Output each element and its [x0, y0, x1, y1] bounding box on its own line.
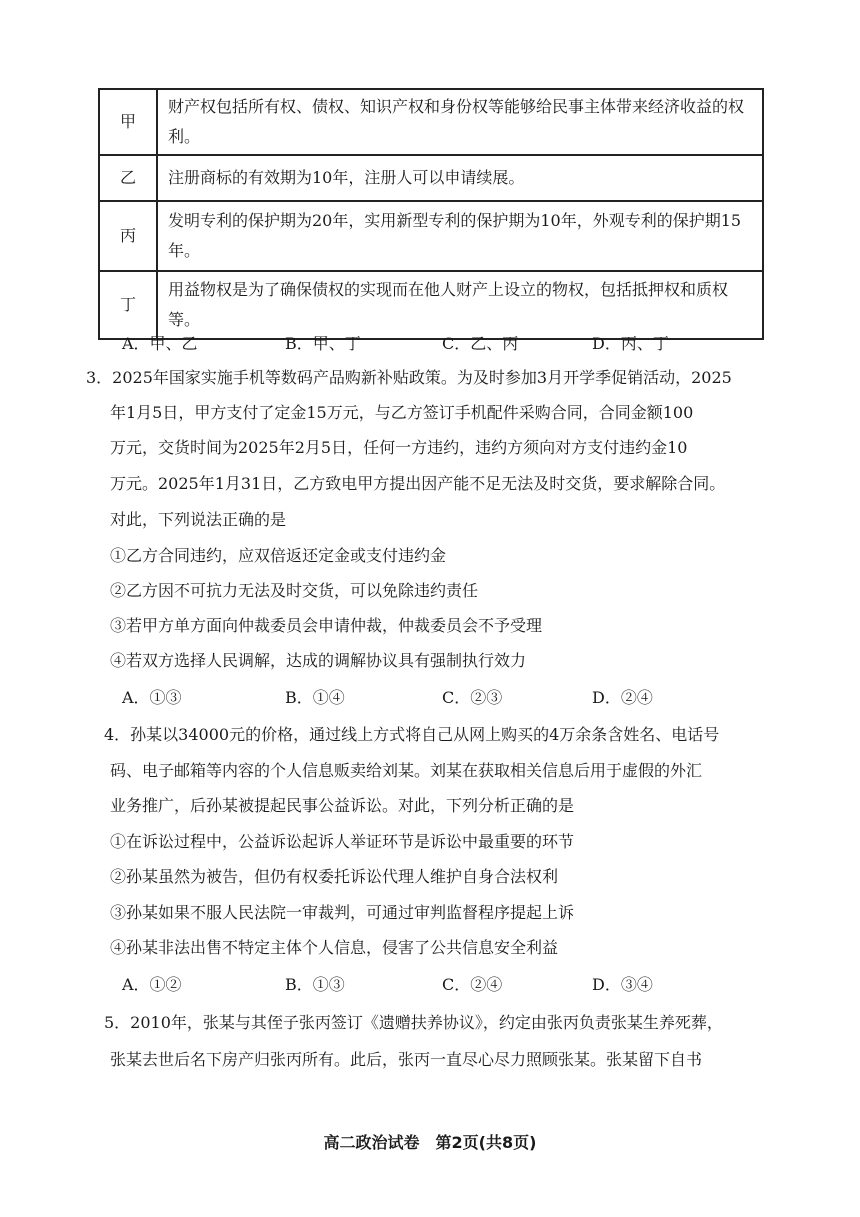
row-label: 乙	[99, 155, 157, 201]
option-d: D．③④	[592, 975, 653, 994]
q5-stem-line: 张某去世后名下房产归张丙所有。此后，张丙一直尽心尽力照顾张某。张某留下自书	[110, 1050, 703, 1069]
q4-item: ④孙某非法出售不特定主体个人信息，侵害了公共信息安全利益	[110, 938, 559, 957]
row-label: 甲	[99, 89, 157, 155]
table-row	[99, 201, 763, 271]
row-text: 用益物权是为了确保债权的实现而在他人财产上设立的物权，包括抵押权和质权等。	[157, 271, 763, 339]
q3-item: ①乙方合同违约，应双倍返还定金或支付违约金	[110, 546, 447, 565]
q4-item: ②孙某虽然为被告，但仍有权委托诉讼代理人维护自身合法权利	[110, 867, 559, 886]
q3-stem-line: 万元，交货时间为2025年2月5日，任何一方违约，违约方须向对方支付违约金10	[110, 438, 688, 457]
page-footer: 高二政治试卷 第2页(共8页)	[323, 1133, 537, 1152]
option-a: A．①②	[122, 975, 182, 994]
table-row	[99, 271, 763, 339]
option-c: C．②③	[442, 688, 503, 707]
q3-item: ④若双方选择人民调解，达成的调解协议具有强制执行效力	[110, 651, 527, 670]
option-c: C．乙、丙	[442, 334, 519, 353]
row-label: 丁	[99, 271, 157, 339]
option-d: D．丙、丁	[592, 334, 669, 353]
option-b: B．甲、丁	[285, 334, 361, 353]
q4-item: ③孙某如果不服人民法院一审裁判，可通过审判监督程序提起上诉	[110, 903, 575, 922]
option-d: D．②④	[592, 688, 653, 707]
table-row	[99, 89, 763, 155]
row-text: 发明专利的保护期为20年，实用新型专利的保护期为10年，外观专利的保护期15年。	[157, 201, 763, 271]
row-text: 财产权包括所有权、债权、知识产权和身份权等能够给民事主体带来经济收益的权利。	[157, 89, 763, 155]
q3-stem-line: 万元。2025年1月31日，乙方致电甲方提出因产能不足无法及时交货，要求解除合同。	[110, 474, 726, 493]
table-row	[99, 155, 763, 201]
q3-stem-line: 对此，下列说法正确的是	[110, 510, 287, 529]
q3-item: ③若甲方单方面向仲裁委员会申请仲裁，仲裁委员会不予受理	[110, 616, 543, 635]
q4-stem-line: 4．孙某以34000元的价格，通过线上方式将自己从网上购买的4万余条含姓名、电话号	[104, 725, 720, 744]
q4-stem-line: 码、电子邮箱等内容的个人信息贩卖给刘某。刘某在获取相关信息后用于虚假的外汇	[110, 761, 703, 780]
option-a: A．甲、乙	[122, 334, 198, 353]
rights-table	[98, 88, 764, 340]
q5-stem-line: 5．2010年，张某与其侄子张丙签订《遗赠扶养协议》，约定由张丙负责张某生养死葬，	[104, 1013, 723, 1032]
row-text: 注册商标的有效期为10年，注册人可以申请续展。	[157, 155, 763, 201]
option-b: B．①③	[285, 975, 345, 994]
q3-stem-line: 年1月5日，甲方支付了定金15万元，与乙方签订手机配件采购合同，合同金额100	[110, 403, 694, 422]
option-a: A．①③	[122, 688, 182, 707]
q3-stem-line: 3．2025年国家实施手机等数码产品购新补贴政策。为及时参加3月开学季促销活动，2025	[86, 368, 732, 387]
option-c: C．②④	[442, 975, 503, 994]
q4-stem-line: 业务推广，后孙某被提起民事公益诉讼。对此，下列分析正确的是	[110, 796, 575, 815]
q3-item: ②乙方因不可抗力无法及时交货，可以免除违约责任	[110, 581, 479, 600]
q4-item: ①在诉讼过程中，公益诉讼起诉人举证环节是诉讼中最重要的环节	[110, 832, 575, 851]
row-label: 丙	[99, 201, 157, 271]
option-b: B．①④	[285, 688, 345, 707]
